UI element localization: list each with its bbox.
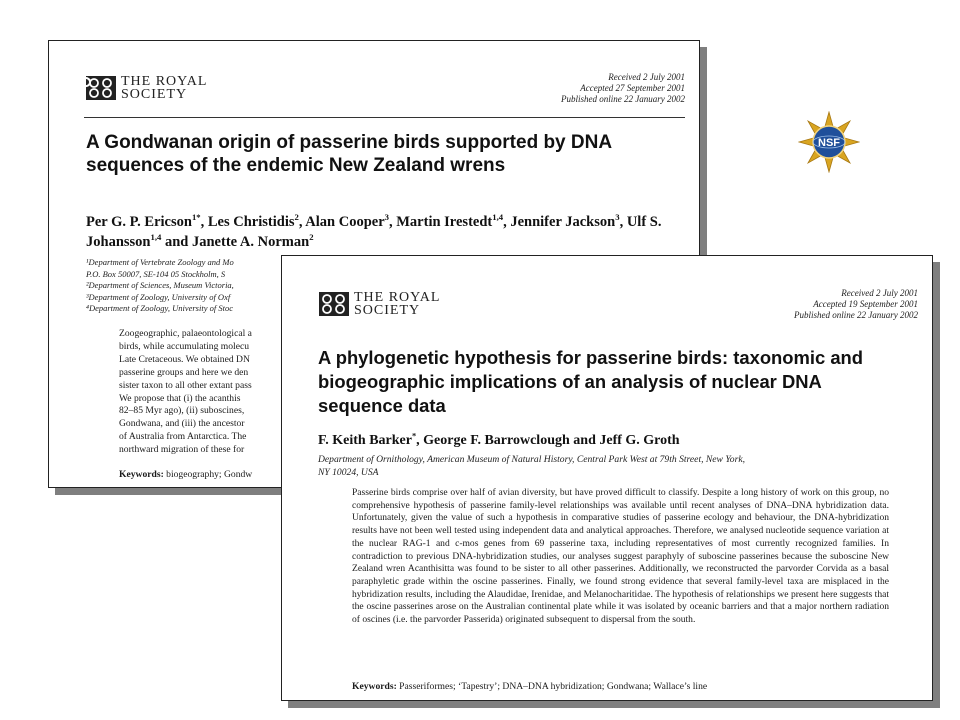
author-affiliation-marker: 3 <box>384 212 389 223</box>
accepted-date: Accepted 19 September 2001 <box>813 299 918 309</box>
royal-society-logo <box>86 75 207 101</box>
accepted-date: Accepted 27 September 2001 <box>580 83 685 93</box>
author-name: Les Christidis <box>207 214 295 230</box>
author-name: F. Keith Barker <box>318 433 412 448</box>
abstract-line: Gondwana, and (iii) the ancestor <box>119 418 245 430</box>
author-name: Alan Cooper <box>305 214 385 230</box>
publisher-name-line2: SOCIETY <box>354 303 421 318</box>
paper-title: A Gondwanan origin of passerine birds supported by DNA sequences of the endemic New Zealand wrens <box>86 132 612 176</box>
author-name: Jennifer Jackson <box>510 214 616 230</box>
royal-society-logo <box>319 291 440 317</box>
royal-society-emblem-icon <box>319 292 349 316</box>
publication-dates <box>794 288 918 321</box>
author-affiliation-marker: 2 <box>309 232 314 243</box>
received-date: Received 2 July 2001 <box>608 72 685 82</box>
author-name: Janette A. Norman <box>191 234 310 250</box>
author-name: George F. Barrowclough <box>423 433 570 448</box>
affiliation-line: ²Department of Sciences, Museum Victoria, <box>86 280 234 291</box>
author-list: Per G. P. Ericson$^{1*}$, Les Christidis$^2$, Alan Cooper$^3$, Martin Irestedt$^{1,4}$, Jennifer Jackson$^3$, Ulf S. Johansson$^{1,4}$ and Janette A. Norman$^2$ <box>86 212 662 250</box>
author-name: Martin Irestedt <box>396 214 493 230</box>
publisher-name-line1: THE ROYAL <box>354 290 441 305</box>
abstract-line: sister taxon to all other extant pass <box>119 379 252 391</box>
paper-title: A phylogenetic hypothesis for passerine birds: taxonomic and biogeographic implications of an analysis of nuclear DNA sequence data <box>318 347 864 416</box>
abstract-line: passerine groups and here we den <box>119 366 249 378</box>
abstract-line: Late Cretaceous. We obtained DN <box>119 353 250 365</box>
abstract: Passerine birds comprise over half of avian diversity, but have proved difficult to classify. Despite a long history of work on this group, no comprehensive hypothesis of passerine family-level relationships was available until recent analyses of DNA–DNA hybridization data. Unfortunately, given the value of such a hypothesis in comparative studies of passerine ecology and behaviour, the DNA-hybridization results have not been well tested using independent data and analytical approaches. Therefore, we analysed nucleotide sequence variation at the nuclear RAG-1 and c-mos genes from 69 passerine taxa, including representatives of most currently recognized families. In contradiction to previous DNA-hybridization studies, our analyses suggest paraphyly of suboscine passerines because the suboscine New Zealand wren Acanthisitta was found to be sister to all other passerines. Additionally, we reconstructed the parvorder Corvida as a basal paraphyletic grade within the oscine passerines. Finally, we found strong evidence that several family-level taxa are misplaced in the hybridization results, including the Alaudidae, Irenidae, and Melanocharitidae. The hypothesis of relationships we present here suggests that the oscine passerines arose on the Australian continental plate while it was isolated by oceanic barriers and that a major northern radiation of oscines (i.e. the parvorder Passerida) originated subsequent to dispersal from the south. <box>352 487 889 626</box>
affiliation-line: P.O. Box 50007, SE-104 05 Stockholm, S <box>86 268 226 279</box>
nsf-logo-text: NSF <box>818 137 840 149</box>
keywords-label: Keywords: <box>352 681 397 692</box>
publisher-name-line2: SOCIETY <box>121 87 188 102</box>
received-date: Received 2 July 2001 <box>841 288 918 298</box>
header-divider <box>84 117 685 118</box>
publisher-name-line1: THE ROYAL <box>121 74 208 89</box>
affiliation-line: ³Department of Zoology, University of Oxf <box>86 291 231 302</box>
abstract-line: birds, while accumulating molecu <box>119 340 250 352</box>
keywords-text: biogeography; Gondw <box>163 469 253 480</box>
affiliation-line: ¹Department of Vertebrate Zoology and Mo <box>86 257 234 267</box>
author-name: Jeff G. Groth <box>599 433 680 448</box>
published-date: Published online 22 January 2002 <box>561 94 685 104</box>
author-affiliation-marker: * <box>411 431 417 441</box>
affiliations <box>318 454 918 479</box>
author-list: F. Keith Barker*, George F. Barrowclough and Jeff G. Groth <box>318 431 680 448</box>
author-affiliation-marker: 1,4 <box>150 232 162 243</box>
author-name: Per G. P. Ericson <box>86 214 192 230</box>
published-date: Published online 22 January 2002 <box>794 310 918 320</box>
author-affiliation-marker: 1,4 <box>492 212 504 223</box>
abstract-line: 82–85 Myr ago), (ii) suboscines, <box>119 405 245 417</box>
paper-page-phylogenetic-hypothesis <box>281 255 933 701</box>
keywords <box>119 469 252 480</box>
abstract-line: of Australia from Antarctica. The <box>119 431 247 443</box>
affiliation-line: ⁴Department of Zoology, University of Stoc <box>86 303 233 314</box>
author-name: Ulf S. Johansson <box>86 214 662 250</box>
abstract-line: Zoogeographic, palaeontological a <box>119 328 252 339</box>
keywords <box>352 681 707 692</box>
keywords-label: Keywords: <box>119 469 164 480</box>
affiliation-line: NY 10024, USA <box>318 466 379 478</box>
author-affiliation-marker: 2 <box>294 212 299 223</box>
keywords-text: Passeriformes; ‘Tapestry’; DNA–DNA hybridization; Gondwana; Wallace’s line <box>396 681 708 692</box>
author-affiliation-marker: 3 <box>615 212 620 223</box>
royal-society-emblem-icon <box>86 76 116 100</box>
abstract-line: We propose that (i) the acanthis <box>119 392 241 404</box>
affiliation-line: Department of Ornithology, American Museum of Natural History, Central Park West at 79th Street, New York, <box>318 454 745 465</box>
publication-dates <box>561 72 685 105</box>
author-affiliation-marker: 1* <box>191 212 201 223</box>
abstract-line: northward migration of these for <box>119 444 245 456</box>
nsf-logo-icon <box>798 111 860 173</box>
